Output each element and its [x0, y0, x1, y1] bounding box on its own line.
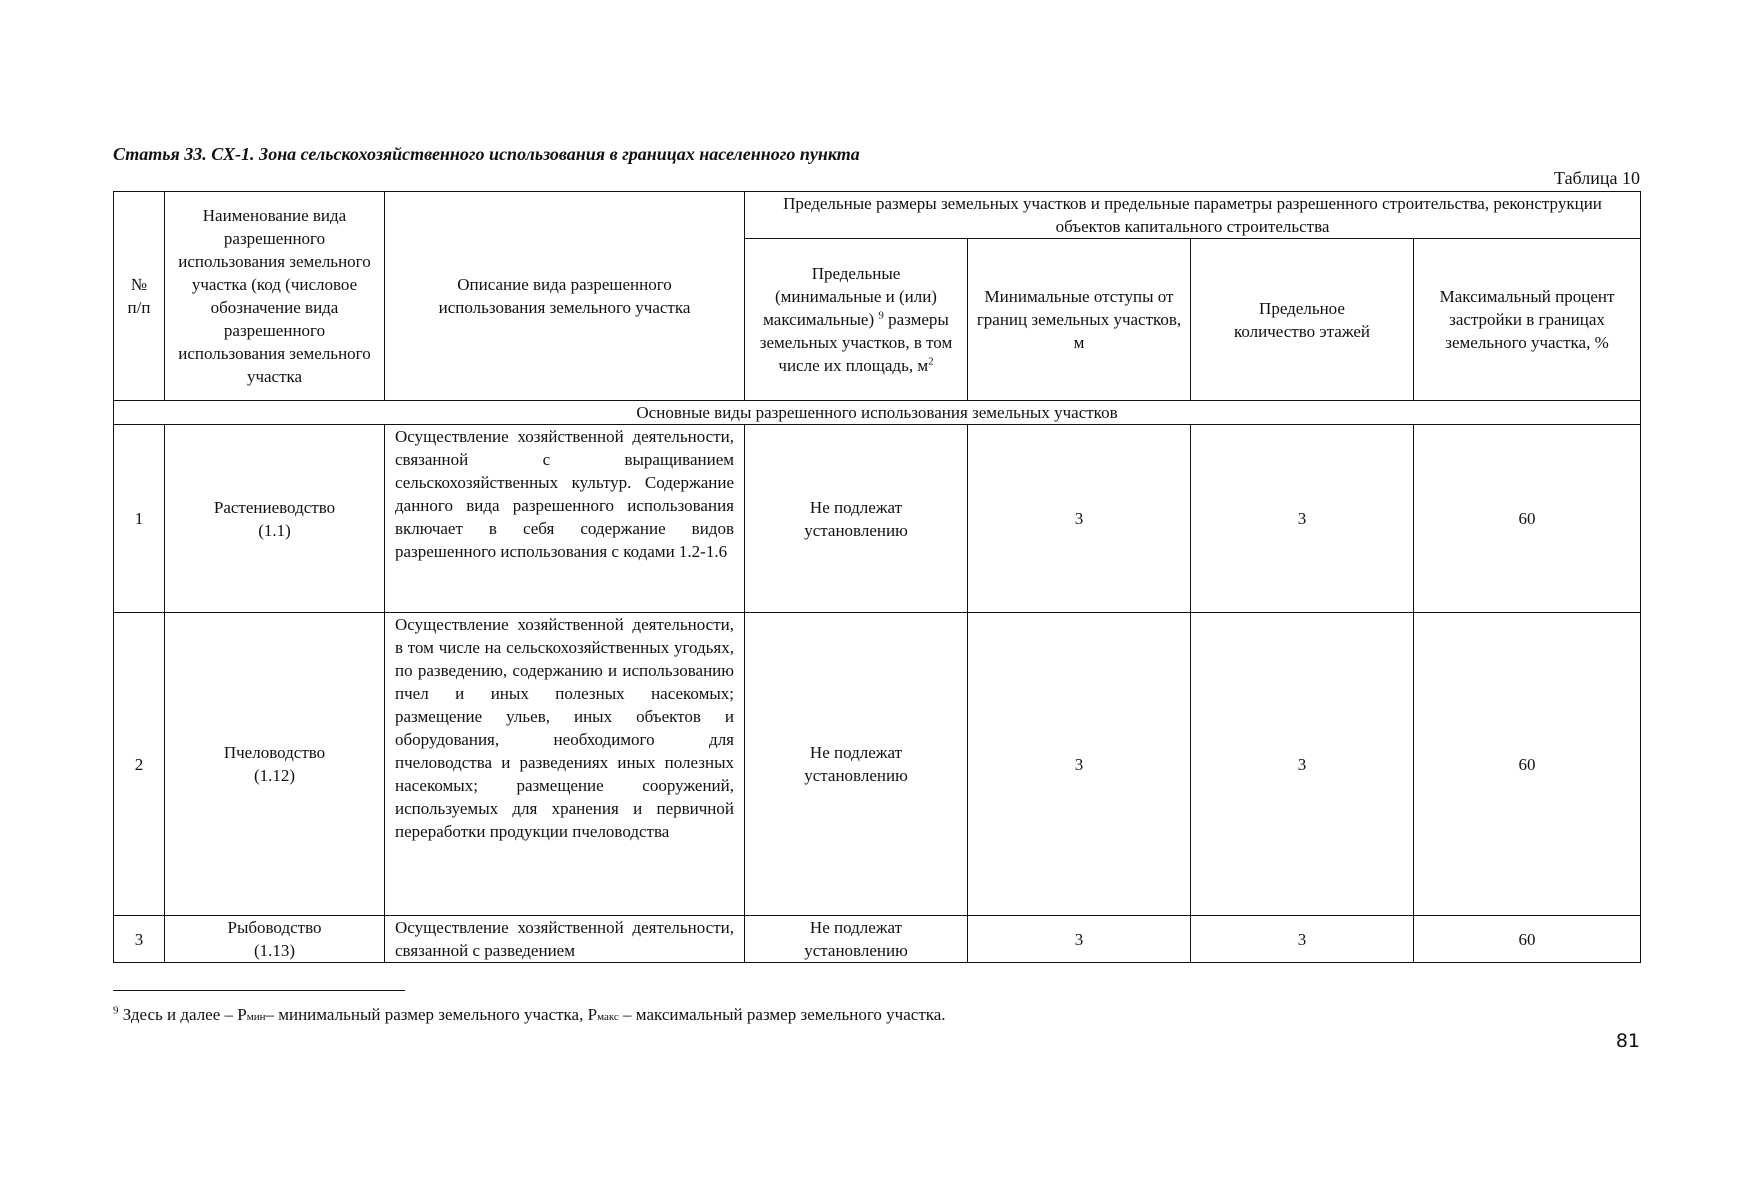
- footnote-text-1: Здесь и далее – Р: [122, 1005, 247, 1024]
- header-description: Описание вида разрешенного использования земельного участка: [385, 192, 745, 401]
- footnote-sub-min: мин: [246, 1011, 266, 1023]
- row-code: (1.1): [258, 520, 291, 540]
- row-coverage: 60: [1414, 425, 1641, 613]
- header-sizes-text2: размеры земельных участков, в том числе их площадь, м: [759, 310, 953, 375]
- footnote-divider: [113, 990, 405, 991]
- row-coverage: 60: [1414, 916, 1641, 963]
- header-setbacks: Минимальные отступы от границ земельных участков, м: [968, 239, 1191, 401]
- footnote-mark: 9: [113, 1004, 119, 1017]
- header-coverage: Максимальный процент застройки в границах земельного участка, %: [1414, 239, 1641, 401]
- section-title: Основные виды разрешенного использования земельных участков: [114, 401, 1641, 425]
- row-description: Осуществление хозяйственной деятельности, связанной с разведением: [385, 916, 745, 963]
- row-name: [165, 613, 385, 916]
- unit-superscript: 2: [928, 355, 934, 368]
- row-sizes: Не подлежат установлению: [745, 425, 968, 613]
- row-num: 3: [114, 916, 165, 963]
- table-row: [114, 425, 1641, 613]
- row-setbacks: 3: [968, 425, 1191, 613]
- row-coverage: 60: [1414, 613, 1641, 916]
- row-code: (1.12): [253, 766, 296, 785]
- row-name: [165, 425, 385, 613]
- row-floors: 3: [1191, 916, 1414, 963]
- header-sizes-text: Предельные (минимальные и (или) максимальные): [763, 264, 937, 329]
- row-description: Осуществление хозяйственной деятельности, в том числе на сельскохозяйственных угодьях, по разведению, содержанию и использованию пчел и иных полезных насекомых; размещение ульев, иных объектов и оборудования, необходимого для пчеловодства и разведениях иных полезных насекомых; размещение сооружений, используемых для хранения и первичной переработки продукции пчеловодства: [385, 613, 745, 916]
- header-floors: Предельное количество этажей: [1191, 239, 1414, 401]
- footnote-ref: 9: [878, 309, 884, 322]
- row-floors: 3: [1191, 613, 1414, 916]
- row-code: (1.13): [253, 941, 296, 960]
- footnote-text-3: – максимальный размер земельного участка.: [618, 1005, 946, 1024]
- row-name-label: Пчеловодство: [223, 743, 326, 762]
- footnote: [113, 1005, 946, 1025]
- row-sizes: Не подлежат установлению: [745, 613, 968, 916]
- article-heading: Статья 33. СХ-1. Зона сельскохозяйственного использования в границах населенного пункта: [113, 144, 860, 164]
- row-name: [165, 916, 385, 963]
- row-name-label: Растениеводство: [213, 497, 336, 517]
- row-num: 2: [114, 613, 165, 916]
- row-setbacks: 3: [968, 916, 1191, 963]
- land-use-table: [113, 191, 1641, 963]
- header-sizes: [745, 239, 968, 401]
- row-description: Осуществление хозяйственной деятельности, связанной с выращиванием сельскохозяйственных культур. Содержание данного вида разрешенного использования включает в себя содержание видов разрешенного использования с кодами 1.2-1.6: [385, 425, 745, 613]
- row-num: 1: [114, 425, 165, 613]
- header-row-top: [114, 192, 1641, 239]
- table-label: Таблица 10: [1554, 168, 1640, 188]
- table-row: [114, 916, 1641, 963]
- row-floors: 3: [1191, 425, 1414, 613]
- header-num: № п/п: [114, 192, 165, 401]
- header-limits-group: Предельные размеры земельных участков и предельные параметры разрешенного строительства, реконструкции объектов капитального строительства: [745, 192, 1641, 239]
- section-row: [114, 401, 1641, 425]
- row-sizes: Не подлежат установлению: [745, 916, 968, 963]
- row-name-label: Рыбоводство: [227, 918, 322, 937]
- row-setbacks: 3: [968, 613, 1191, 916]
- footnote-sub-max: макс: [597, 1011, 619, 1023]
- table-row: [114, 613, 1641, 916]
- page-number: 81: [1615, 1030, 1640, 1052]
- footnote-text-2: – минимальный размер земельного участка, Р: [265, 1005, 598, 1024]
- header-name: Наименование вида разрешенного использования земельного участка (код (числовое обозначение вида разрешенного использования земельного участка: [165, 192, 385, 401]
